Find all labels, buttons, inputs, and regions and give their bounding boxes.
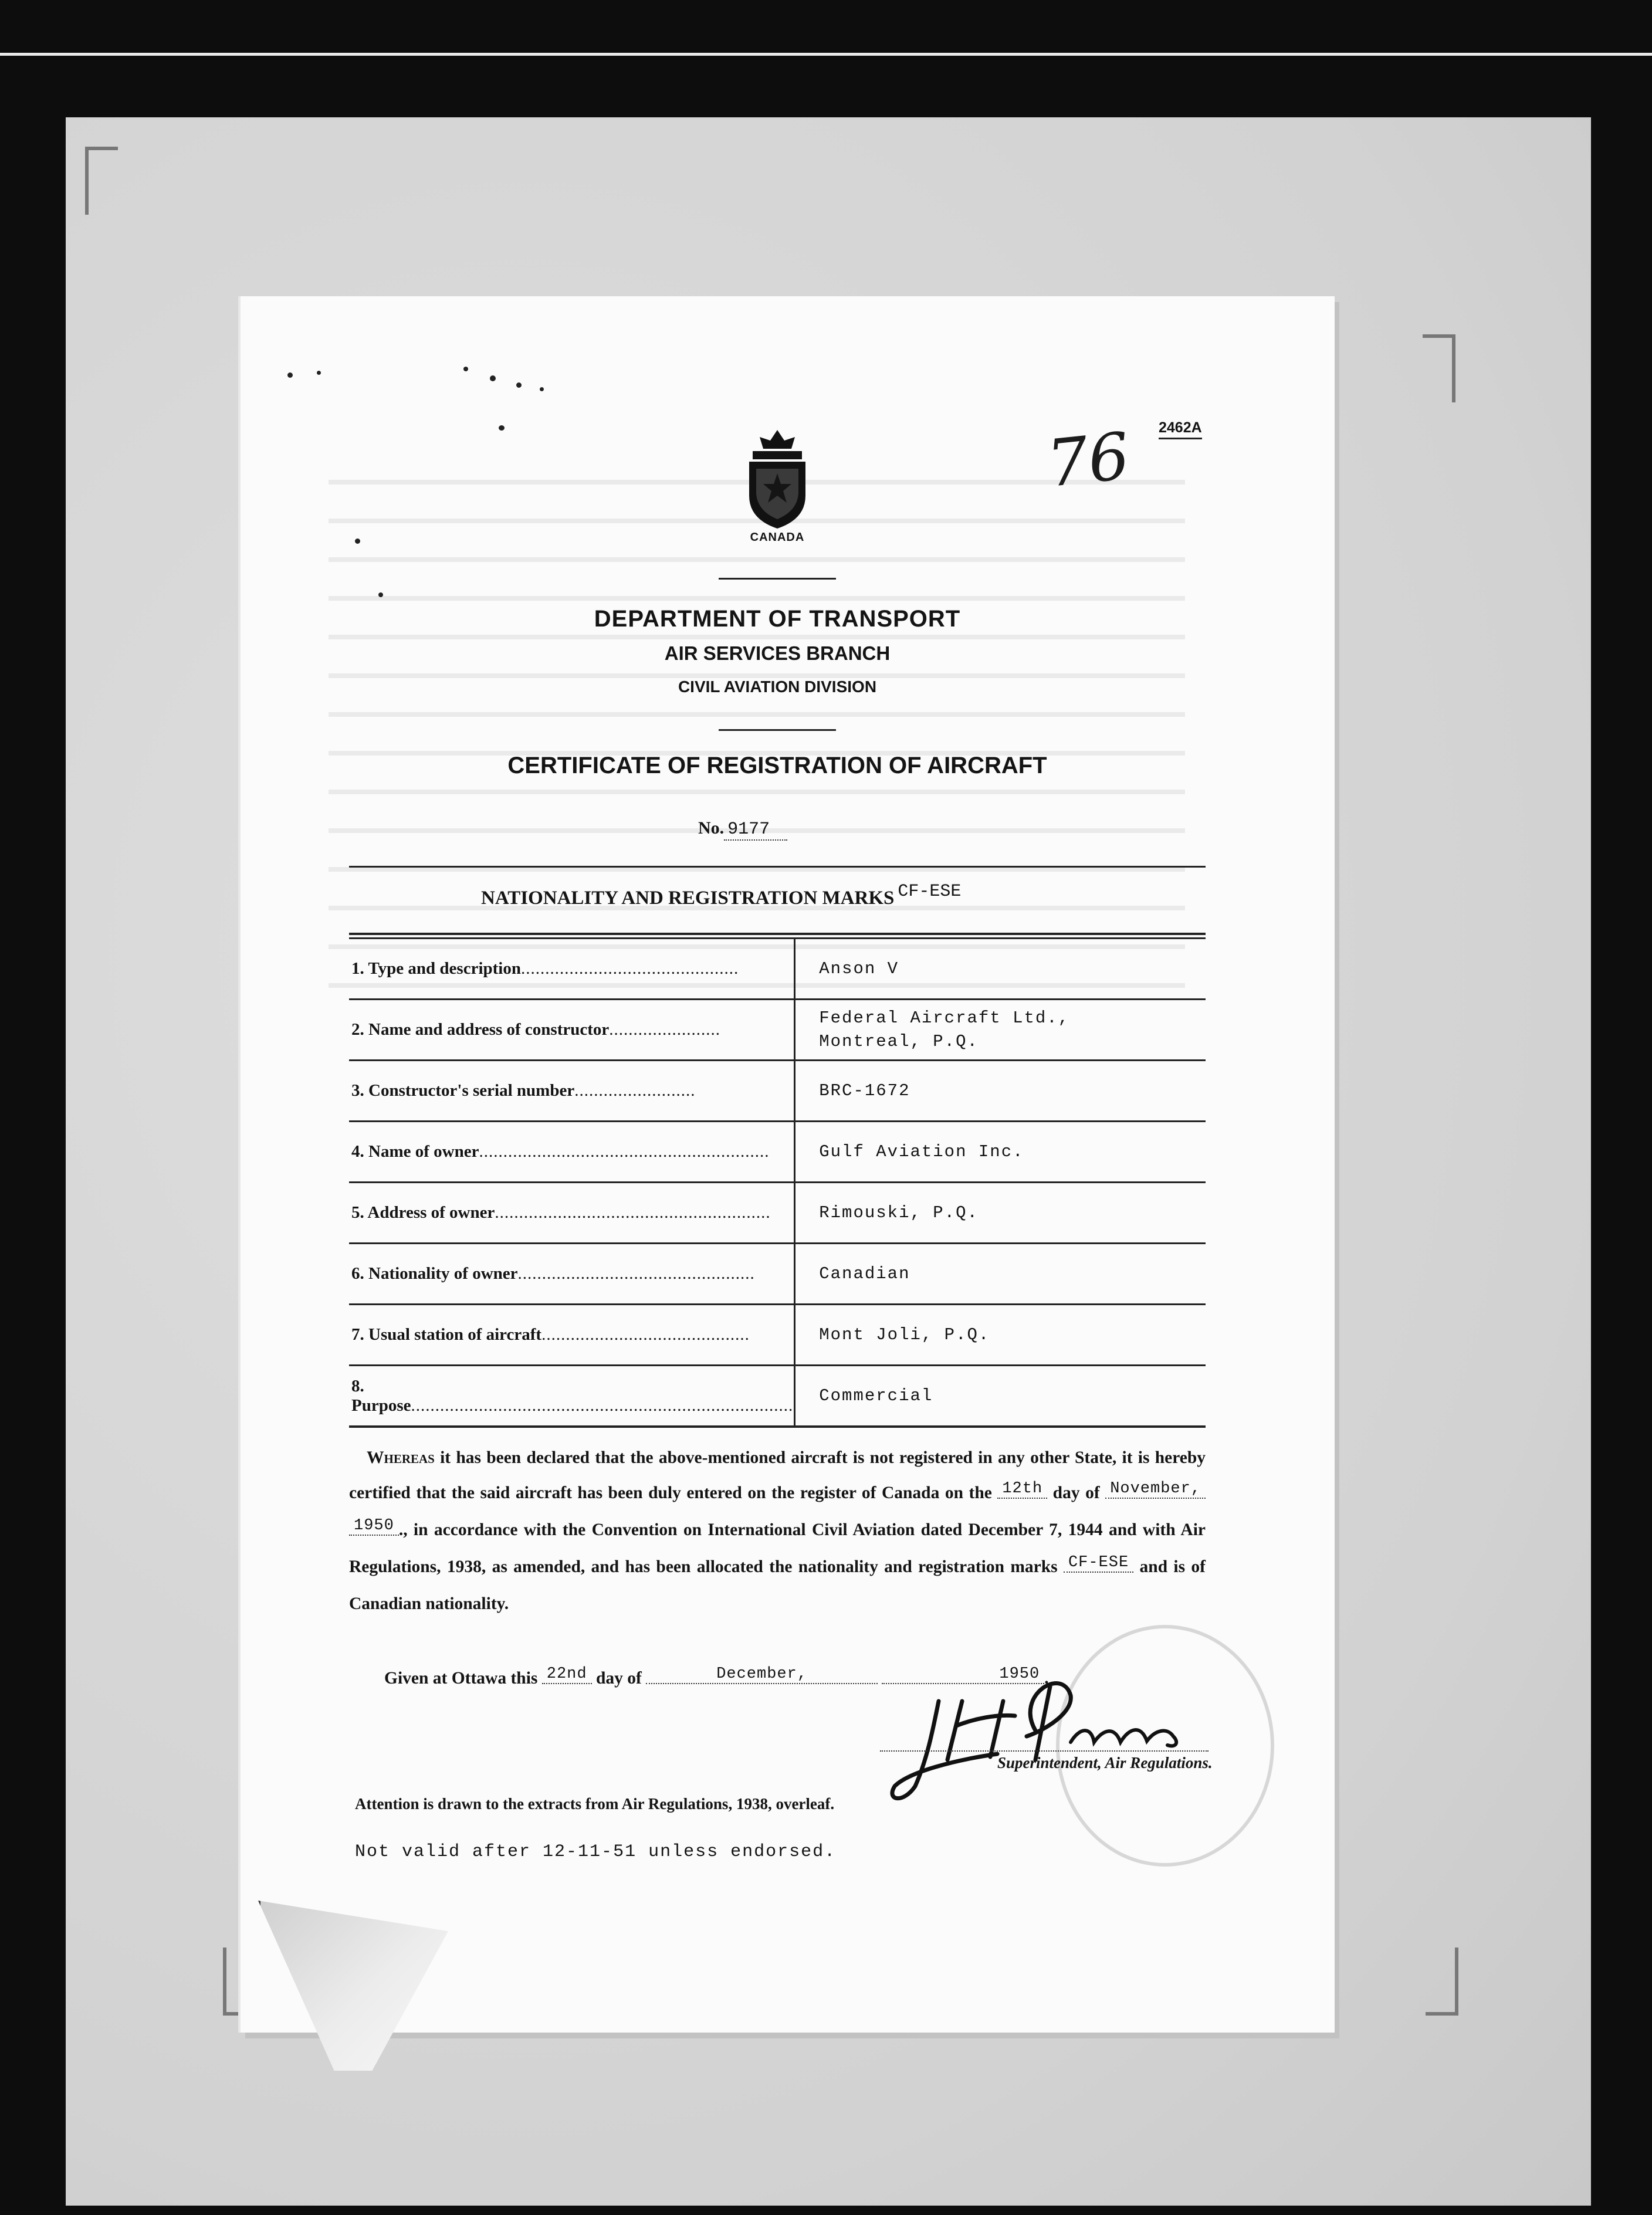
handwritten-number: 76 [1043,418,1133,502]
certificate-number-label: No. [698,818,725,838]
field-value: Rimouski, P.Q. [819,1203,979,1222]
signature-line [880,1749,1208,1752]
field-value: Commercial [819,1386,933,1405]
table-row [349,1122,1206,1183]
field-value: Gulf Aviation Inc. [819,1142,1024,1161]
corner-mark-bottom-right [1426,1948,1458,2016]
registration-year: 1950 [349,1517,399,1536]
validity-note: Not valid after 12-11-51 unless endorsed. [355,1842,837,1862]
field-label: 3. Constructor's serial number......................... [349,1061,795,1122]
certificate-number-value: 9177 [724,819,787,841]
declaration-marks: CF-ESE [1064,1554,1133,1573]
given-suffix: . [1044,1669,1049,1688]
attention-note: Attention is drawn to the extracts from Air Regulations, 1938, overleaf. [355,1795,835,1813]
registration-month: November, [1105,1480,1206,1499]
field-label: 8. Purpose............................................................................... [349,1366,795,1427]
registration-marks-label: NATIONALITY AND REGISTRATION MARKS [481,888,895,909]
signatory-title: Superintendent, Air Regulations. [997,1754,1213,1772]
table-top-rule [349,866,1206,868]
field-label: 1. Type and description............................................. [349,939,795,1000]
field-value: Mont Joli, P.Q. [819,1325,990,1344]
table-row [349,1305,1206,1366]
field-label: 7. Usual station of aircraft........................................... [349,1305,795,1366]
field-value: Canadian [819,1264,910,1283]
registration-marks-line [481,882,962,910]
declaration-text-3: ., in accordance with the Convention on International Civil Aviation dated December 7, 1944 and with Air Regulations, 1938, as amended, and has been allocated the nationality and registration marks [349,1520,1206,1576]
table-header-rule [349,933,1206,935]
table-row [349,1366,1206,1427]
certificate-number [698,818,787,839]
declaration-text-4: and is of Canadian nationality. [349,1557,1206,1613]
film-border-rule [0,53,1652,56]
declaration-text-2: day of [1052,1484,1100,1502]
table-row [349,1000,1206,1061]
registration-day: 12th [997,1480,1047,1499]
crest-label: CANADA [750,531,805,544]
given-year: 1950 [882,1665,1044,1684]
divider-rule [719,578,836,580]
given-month: December, [646,1665,878,1684]
handwritten-signature [868,1660,1185,1807]
field-value: Federal Aircraft Ltd., Montreal, P.Q. [819,1008,1070,1051]
corner-mark-top-right [1423,334,1455,402]
given-day: 22nd [542,1665,592,1684]
field-label: 2. Name and address of constructor....................... [349,1000,795,1061]
declaration-paragraph [349,1440,1206,1621]
division-heading: CIVIL AVIATION DIVISION [678,678,877,696]
department-heading: DEPARTMENT OF TRANSPORT [594,606,961,632]
table-row [349,1061,1206,1122]
field-label: 6. Nationality of owner................................................. [349,1244,795,1305]
form-code: 2462A [1159,419,1202,439]
corner-mark-top-left [85,147,118,215]
given-prefix: Given at Ottawa this [384,1669,538,1688]
table-row [349,1244,1206,1305]
field-label: 5. Address of owner......................................................... [349,1183,795,1244]
branch-heading: AIR SERVICES BRANCH [664,642,891,664]
certificate-title: CERTIFICATE OF REGISTRATION OF AIRCRAFT [507,753,1047,778]
table-row [349,1183,1206,1244]
given-mid: day of [595,1669,642,1688]
registration-marks-value: CF-ESE [898,882,962,902]
divider-rule [719,729,836,731]
field-value: Anson V [819,959,899,978]
declaration-text-1: it has been declared that the above-mentioned aircraft is not registered in any other State, it is hereby certified that the said aircraft has been duly entered on the register of Canada on the [349,1448,1206,1502]
declaration-whereas: Whereas [367,1448,435,1467]
table-row [349,939,1206,1000]
coat-of-arms-icon [736,425,818,531]
registration-details-table [349,937,1206,1428]
field-value: BRC-1672 [819,1081,910,1100]
field-label: 4. Name of owner............................................................ [349,1122,795,1183]
